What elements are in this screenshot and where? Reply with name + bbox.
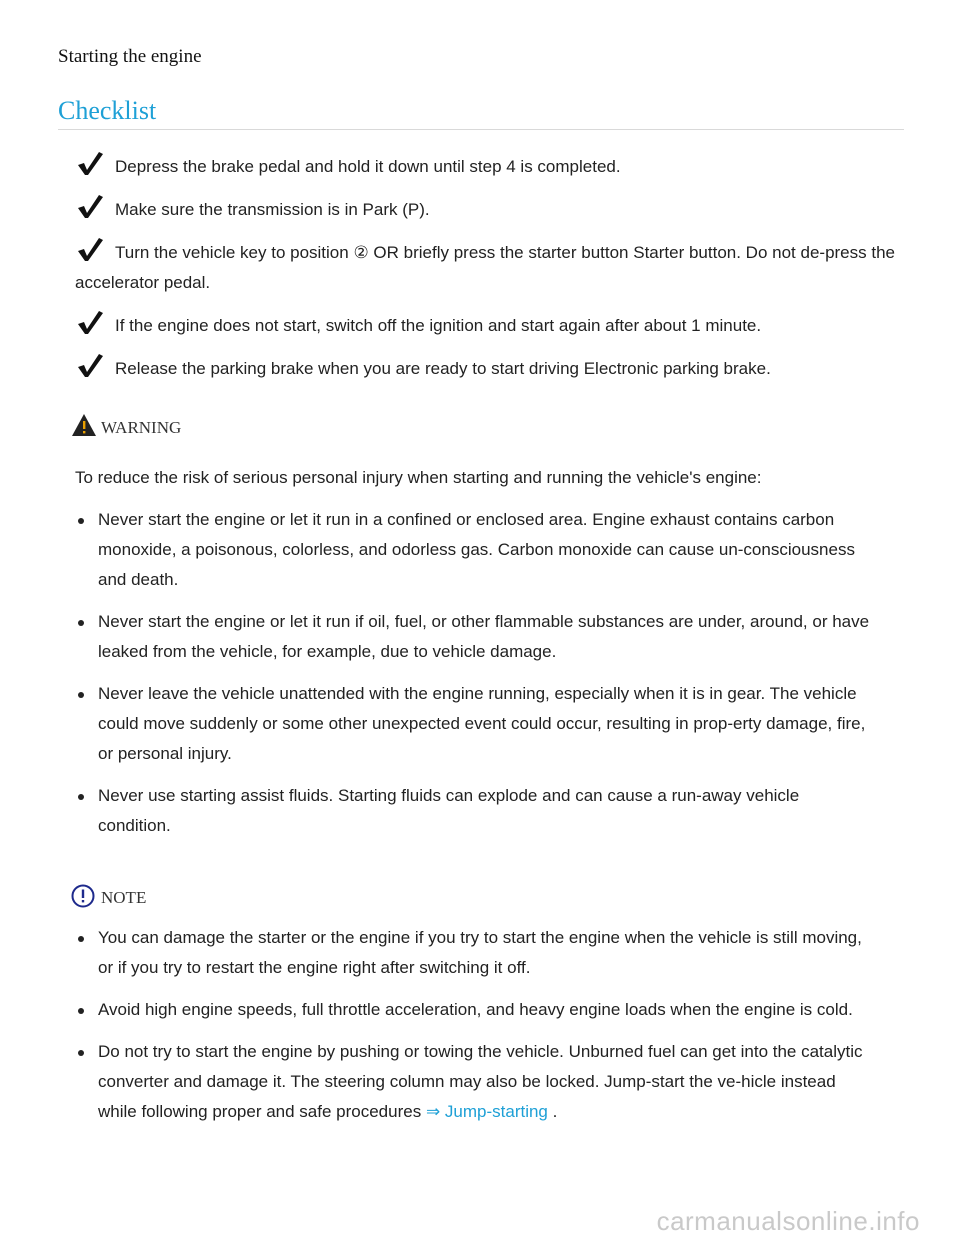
note-label: NOTE — [101, 888, 147, 907]
list-item — [75, 995, 875, 1025]
checkmark-icon — [75, 352, 105, 378]
jump-starting-link[interactable]: ⇒ Jump-starting — [425, 1102, 548, 1121]
checklist-item-text: If the engine does not start, switch off the ignition and start again after about 1 minute. — [115, 316, 762, 335]
checkmark-icon — [75, 309, 105, 335]
checklist-item-text: Depress the brake pedal and hold it down until step 4 is completed. — [115, 157, 621, 176]
note-list — [75, 923, 875, 1139]
checklist-item — [75, 352, 905, 384]
checklist-item-text: Release the parking brake when you are ready to start driving Electronic parking brake. — [115, 359, 771, 378]
warning-intro: To reduce the risk of serious personal injury when starting and running the vehicle's engine: — [75, 468, 762, 487]
page-header: Starting the engine — [58, 46, 202, 67]
checkmark-icon — [75, 150, 105, 176]
list-item: Never leave the vehicle unattended with the engine running, especially when it is in gear. The vehicle could move suddenly or some other unexpected event could occur, resulting in prop-erty damage, fire, or personal injury. — [75, 679, 875, 769]
checklist-item — [75, 236, 905, 298]
checklist-item — [75, 193, 905, 225]
title-divider — [58, 129, 904, 130]
list-item-suffix: . — [552, 1102, 558, 1121]
warning-label: WARNING — [101, 418, 182, 437]
warning-heading — [71, 413, 181, 438]
checklist-item — [75, 150, 905, 182]
list-item: Never start the engine or let it run if oil, fuel, or other flammable substances are under, around, or have leaked from the vehicle, for example, due to vehicle damage. — [75, 607, 875, 667]
checklist-item-text: Make sure the transmission is in Park (P). — [115, 200, 430, 219]
exclamation-circle-icon — [71, 884, 95, 908]
section-title: Checklist — [58, 96, 157, 125]
warning-list — [75, 505, 875, 853]
checklist-item — [75, 309, 905, 341]
list-item-text: Avoid high engine speeds, full throttle acceleration, and heavy engine loads when the engine is cold. — [98, 1000, 853, 1019]
list-item — [75, 1037, 875, 1127]
warning-triangle-icon — [71, 413, 97, 437]
checkmark-icon — [75, 236, 105, 262]
list-item-text: Do not try to start the engine by pushing or towing the vehicle. Unburned fuel can get into the catalytic converter and damage it. The steering column may also be locked. Jump-start the ve-hicle instead while following proper and safe procedures — [98, 1042, 863, 1121]
list-item — [75, 923, 875, 983]
list-item-text: You can damage the starter or the engine if you try to start the engine when the vehicle is still moving, or if you try to restart the engine right after switching it off. — [98, 928, 862, 977]
list-item: Never start the engine or let it run in a confined or enclosed area. Engine exhaust contains carbon monoxide, a poisonous, colorless, and odorless gas. Carbon monoxide can cause un-consciousness and death. — [75, 505, 875, 595]
watermark: carmanualsonline.info — [656, 1206, 920, 1236]
checkmark-icon — [75, 193, 105, 219]
note-heading — [71, 884, 146, 908]
checklist-item-text: Turn the vehicle key to position ② OR briefly press the starter button Starter button. Do not de-press the accelerator pedal. — [75, 243, 895, 292]
checklist — [75, 150, 905, 395]
list-item: Never use starting assist fluids. Starting fluids can explode and can cause a run-away vehicle condition. — [75, 781, 875, 841]
